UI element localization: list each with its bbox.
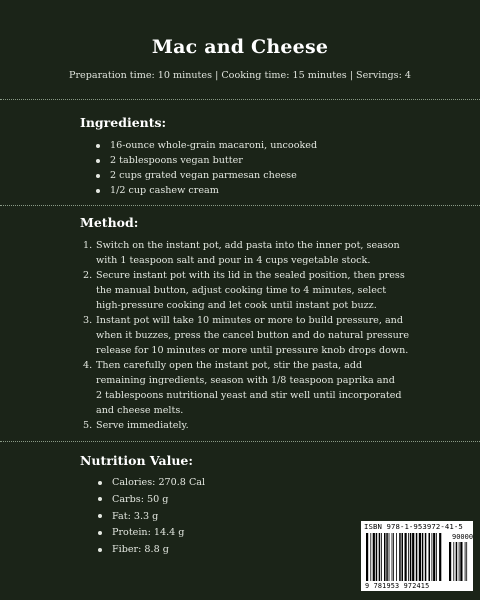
divider	[0, 441, 480, 442]
ingredients-list	[110, 138, 317, 198]
barcode-bar	[422, 533, 424, 581]
method-step: 4. Then carefully open the instant pot, stir the pasta, add remaining ingredients, season with 1/8 teaspoon paprika and 2 tablespoons nutritional yeast and stir well until incorporated and cheese melts.	[83, 360, 402, 416]
nutrition-list	[112, 475, 205, 559]
list-item: 16-ounce whole-grain macaroni, uncooked	[110, 140, 318, 151]
recipe-meta: Preparation time: 10 minutes | Cooking time: 15 minutes | Servings: 4	[68, 70, 411, 81]
method-step: 1. Switch on the instant pot, add pasta into the inner pot, season with 1 teaspoon salt and pour in 4 cups vegetable stock.	[83, 240, 400, 266]
barcode-bar	[393, 533, 394, 581]
barcode-bar	[381, 533, 382, 581]
barcode-bar	[405, 533, 407, 581]
list-item: Calories: 270.8 Cal	[112, 475, 205, 492]
barcode-bar	[416, 533, 418, 581]
barcode-bar	[399, 533, 401, 581]
barcode-bar	[466, 542, 467, 581]
barcode-addon: 90000	[452, 533, 474, 541]
method-step: 3. Instant pot will take 10 minutes or more to build pressure, and when it buzzes, press the cancel button and do natural pressure release for 10 minutes or more until pressure knob drops down.	[83, 315, 410, 356]
barcode-bar	[433, 533, 435, 581]
list-item: Protein: 14.4 g	[112, 525, 205, 542]
isbn-number: ISBN 978-1-953972-41-5	[364, 522, 463, 531]
barcode-bar	[410, 533, 412, 581]
barcode-bar	[402, 533, 404, 581]
list-item: 2 cups grated vegan parmesan cheese	[110, 168, 317, 183]
barcode-bar	[460, 542, 462, 581]
barcode-bar	[366, 533, 368, 581]
barcode-bar	[449, 542, 451, 581]
barcode-bar	[412, 533, 414, 581]
barcode-bar	[386, 533, 388, 581]
isbn-barcode	[361, 521, 473, 591]
list-item: 2 tablespoons vegan butter	[110, 153, 317, 168]
barcode-bar	[384, 533, 386, 581]
method-heading: Method:	[80, 215, 139, 230]
method-step: 5. Serve immediately.	[83, 420, 189, 431]
barcode-bar	[465, 542, 466, 581]
barcode-bar	[453, 542, 454, 581]
barcode-bar	[432, 533, 433, 581]
list-item: Fat: 3.3 g	[112, 509, 205, 526]
barcode-bar	[396, 533, 397, 581]
barcode-bar	[459, 542, 460, 581]
barcode-bar	[436, 533, 437, 581]
barcode-bar	[419, 533, 421, 581]
method-steps	[83, 238, 430, 433]
barcode-bar	[425, 533, 427, 581]
list-item: 1/2 cup cashew cream	[110, 183, 317, 198]
barcode-bar	[439, 533, 441, 581]
barcode-bar	[456, 542, 458, 581]
divider	[0, 205, 480, 206]
barcode-bar	[429, 533, 431, 581]
nutrition-heading: Nutrition Value:	[80, 453, 193, 468]
recipe-title: Mac and Cheese	[151, 36, 329, 58]
barcode-bar	[408, 533, 409, 581]
barcode-bar	[389, 533, 390, 581]
divider	[0, 99, 480, 100]
barcode-bar	[373, 533, 375, 581]
barcode-bar	[376, 533, 378, 581]
barcode-bar	[379, 533, 381, 581]
barcode-bar	[370, 533, 371, 581]
list-item: Carbs: 50 g	[112, 492, 205, 509]
barcode-bar	[392, 533, 393, 581]
ingredients-heading: Ingredients:	[80, 115, 167, 130]
barcode-digits: 9 781953 972415	[365, 582, 430, 590]
list-item: Fiber: 8.8 g	[112, 542, 205, 559]
method-step: 2. Secure instant pot with its lid in the sealed position, then press the manual button, adjust cooking time to 4 minutes, select high-pressure cooking and let cook until instant pot buzz.	[83, 270, 405, 311]
barcode-icon	[361, 521, 473, 591]
